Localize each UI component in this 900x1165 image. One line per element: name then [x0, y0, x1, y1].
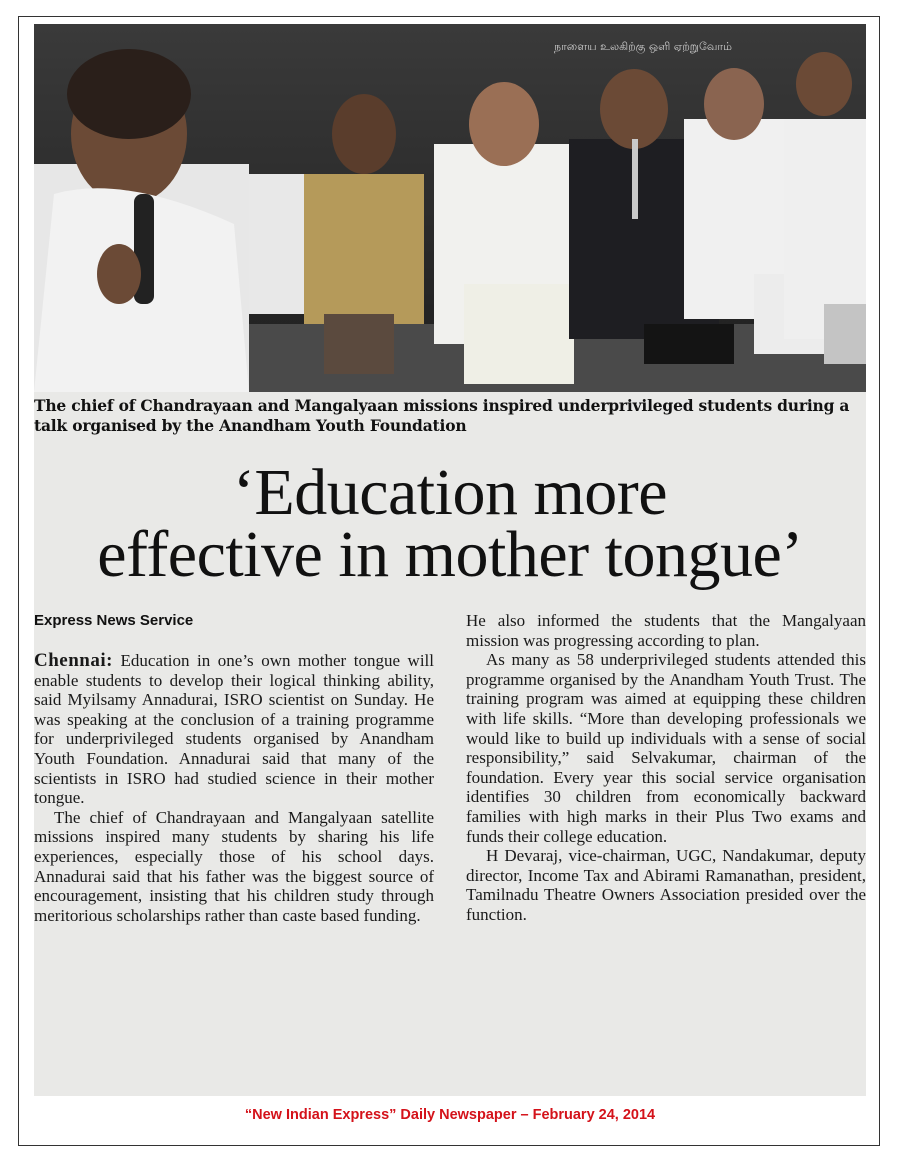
dateline: Chennai:	[34, 650, 113, 671]
newspaper-clipping	[34, 24, 866, 1096]
event-photo	[34, 24, 866, 392]
photo-caption: The chief of Chandrayaan and Mangalyaan missions inspired underprivileged students during a talk organised by the Anandham Youth Foundation	[34, 396, 850, 435]
article-column-left	[34, 651, 434, 925]
headline	[34, 456, 866, 591]
article-paragraph: Chennai: Education in one’s own mother tongue will enable students to develop their logical thinking ability, said Myilsamy Annadurai, ISRO scientist on Sunday. He was speaking at the conclusion of a training programme for underprivileged students organised by Anandham Youth Foundation. Annadurai said that many of the scientists in ISRO had studied science in their mother tongue.	[34, 650, 434, 808]
article-paragraph: H Devaraj, vice-chairman, UGC, Nandakumar, deputy director, Income Tax and Abirami Ramanathan, president, Tamilnadu Theatre Owners Association presided over the function.	[466, 846, 866, 924]
article-paragraph: As many as 58 underprivileged students attended this programme organised by the Anandham Youth Trust. The training program was aimed at equipping these children with life skills. “More than developing professionals we would like to build up individuals with a sense of social responsibility,” said Selvakumar, chairman of the foundation. Every year this social service organisation identifies 30 children from economically backward families with high marks in their Plus Two exams and funds their college education.	[466, 650, 866, 846]
article-column-right	[466, 611, 866, 925]
article-paragraph: The chief of Chandrayaan and Mangalyaan satellite missions inspired many students by sharing his life experiences, especially those of his school days. Annadurai said that his father was the biggest source of encouragement, insisting that his children study through meritorious scholarships rather than caste based funding.	[34, 807, 434, 925]
banner-text: நாளைய உலகிற்கு ஒளி ஏற்றுவோம்	[554, 40, 732, 53]
source-citation: “New Indian Express” Daily Newspaper – February 24, 2014	[244, 1107, 656, 1123]
headline-line-2: effective in mother tongue’	[97, 518, 803, 591]
article-paragraph: He also informed the students that the Mangalyaan mission was progressing according to plan.	[466, 611, 866, 650]
headline-line-1: ‘Education more	[232, 456, 668, 529]
byline: Express News Service	[34, 612, 194, 629]
